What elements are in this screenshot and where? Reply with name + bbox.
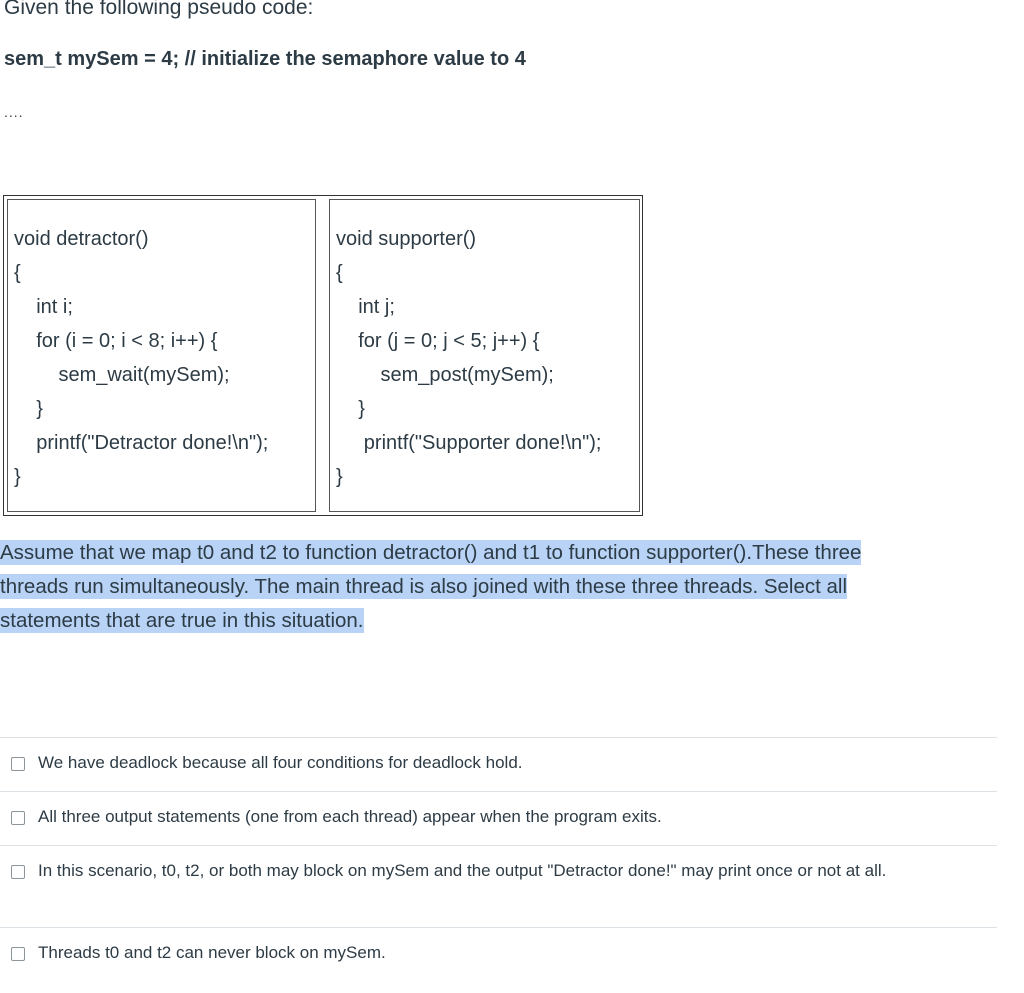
option-label: In this scenario, t0, t2, or both may block on mySem and the output "Detractor done!" may print once or not at all. xyxy=(38,861,887,880)
code-line: printf("Detractor done!\n"); xyxy=(14,432,269,454)
code-line: void supporter() xyxy=(336,228,477,250)
option-label: We have deadlock because all four conditions for deadlock hold. xyxy=(38,753,523,772)
answer-option[interactable] xyxy=(0,845,997,927)
code-table xyxy=(3,195,643,516)
intro-text: Given the following pseudo code: xyxy=(4,0,314,19)
code-line: sem_wait(mySem); xyxy=(14,364,230,386)
option-label: Threads t0 and t2 can never block on mySem. xyxy=(38,943,386,962)
code-line: printf("Supporter done!\n"); xyxy=(336,432,602,454)
code-line: for (i = 0; i < 8; i++) { xyxy=(14,330,218,352)
code-line: } xyxy=(14,466,21,488)
ellipsis-text: .... xyxy=(4,104,24,120)
code-line: { xyxy=(14,262,21,284)
answer-options xyxy=(0,737,997,981)
code-line: for (j = 0; j < 5; j++) { xyxy=(336,330,540,352)
code-line: } xyxy=(14,398,43,420)
code-line: } xyxy=(336,398,365,420)
checkbox[interactable] xyxy=(11,757,25,771)
answer-option[interactable] xyxy=(0,927,997,981)
checkbox[interactable] xyxy=(11,865,25,879)
code-line: void detractor() xyxy=(14,228,149,250)
code-line: sem_post(mySem); xyxy=(336,364,554,386)
question-text xyxy=(0,536,1000,638)
checkbox[interactable] xyxy=(11,811,25,825)
code-line: int j; xyxy=(336,296,395,318)
question-line: Assume that we map t0 and t2 to function detractor() and t1 to function supporter().These three xyxy=(0,541,862,564)
option-label: All three output statements (one from each thread) appear when the program exits. xyxy=(38,807,662,826)
code-line: } xyxy=(336,466,343,488)
code-line: { xyxy=(336,262,343,284)
code-line: int i; xyxy=(14,296,73,318)
answer-option[interactable] xyxy=(0,737,997,791)
supporter-code-cell xyxy=(329,199,640,512)
detractor-code-cell xyxy=(7,199,316,512)
checkbox[interactable] xyxy=(11,947,25,961)
question-line: statements that are true in this situation. xyxy=(0,609,364,632)
answer-option[interactable] xyxy=(0,791,997,845)
semaphore-declaration: sem_t mySem = 4; // initialize the semaphore value to 4 xyxy=(4,48,526,70)
question-line: threads run simultaneously. The main thread is also joined with these three threads. Select all xyxy=(0,575,848,598)
